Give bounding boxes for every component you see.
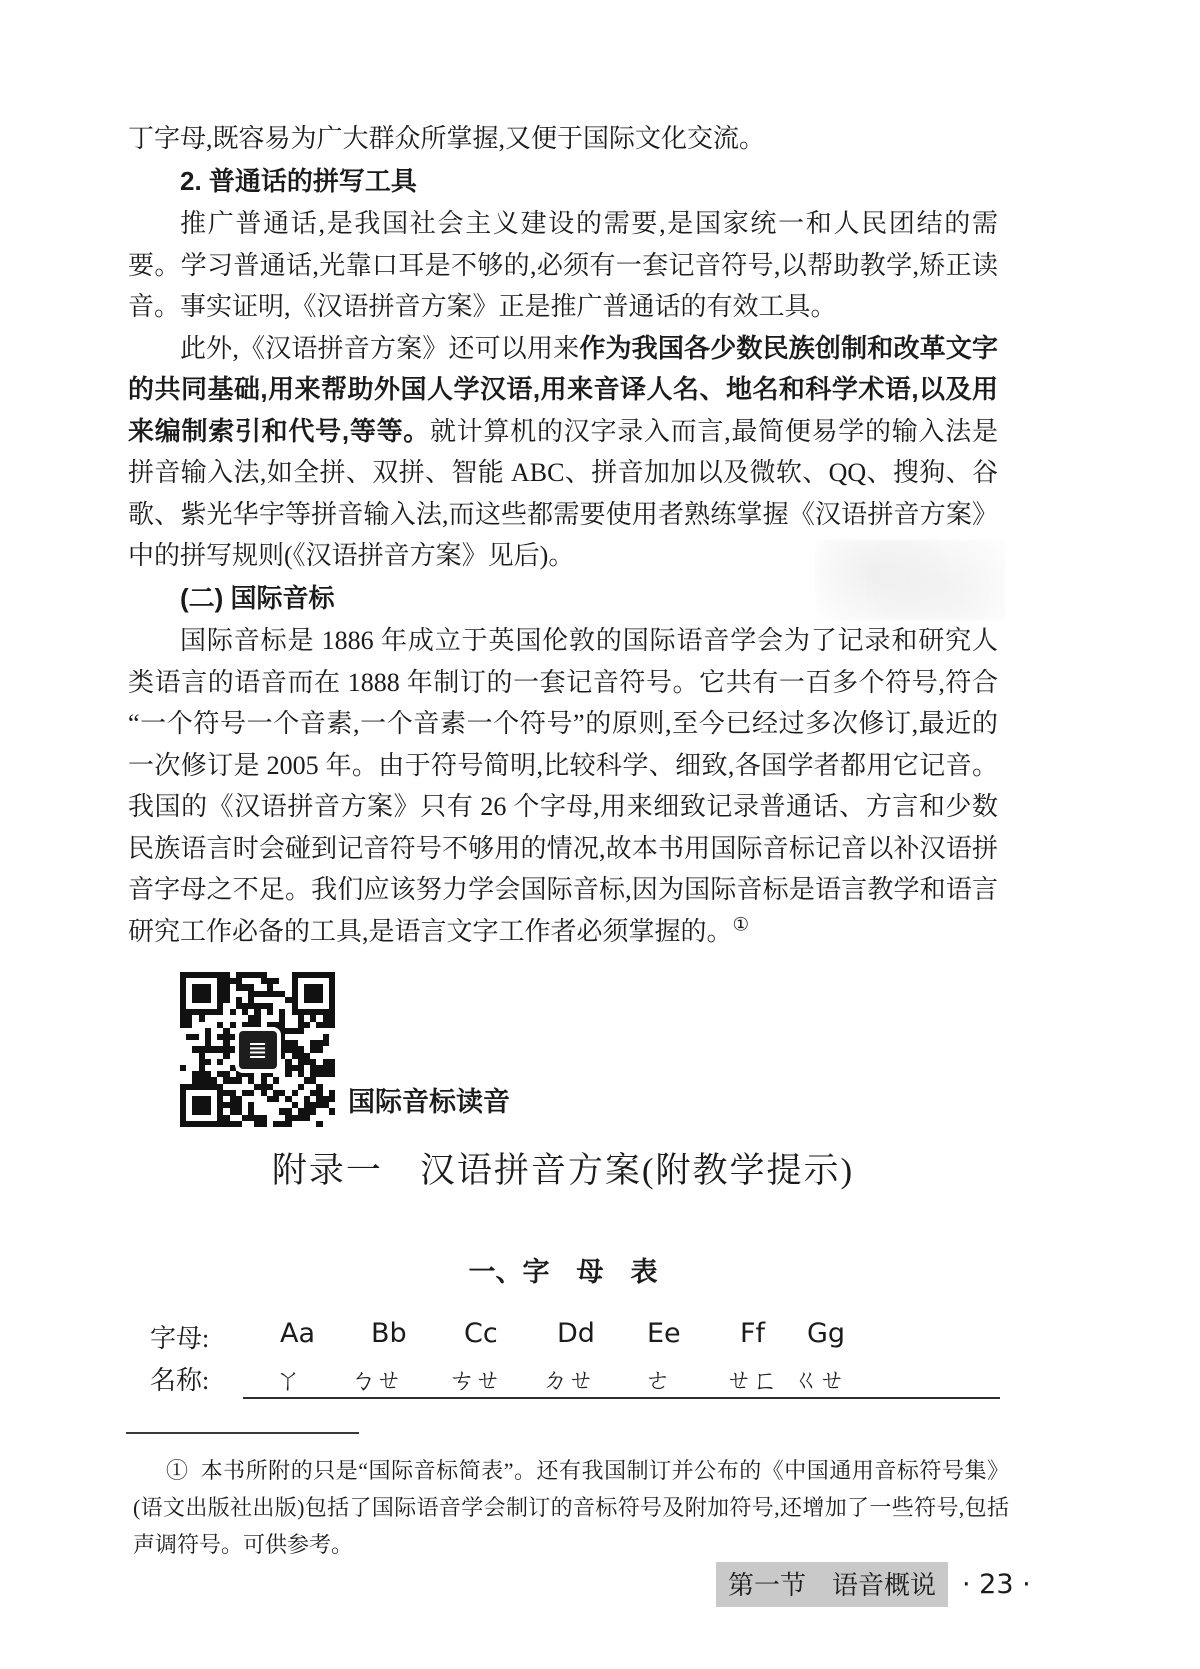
letter-Cc: Cc xyxy=(464,1318,498,1349)
footnote xyxy=(133,1452,1009,1563)
heading-ipa: (二) 国际音标 xyxy=(180,582,335,613)
letter-Aa: Aa xyxy=(280,1318,316,1349)
name-D: ㄉㄝ xyxy=(542,1366,595,1395)
name-F: ㄝㄈ xyxy=(726,1366,779,1395)
body-text xyxy=(128,118,998,952)
letter-table-title: 一、字 母 表 xyxy=(468,1257,658,1287)
qr-code xyxy=(180,972,335,1127)
letter-Bb: Bb xyxy=(371,1318,407,1349)
name-C: ㄘㄝ xyxy=(449,1366,502,1395)
paragraph-ipa-text: 国际音标是 1886 年成立于英国伦敦的国际语音学会为了记录和研究人类语言的语音而在 1888 年制订的一套记音符号。它共有一百多个符号,符合“一个符号一个音素,一个音素一个符号”的原则,至今已经过多次修订,最近的一次修订是 2005 年。由于符号简明,比较科学、细致,各国学者都用它记音。我国的《汉语拼音方案》只有 26 个字母,用来细致记录普通话、方言和少数民族语言时会碰到记音符号不够用的情况,故本书用国际音标记音以补汉语拼音字母之不足。我们应该努力学会国际音标,因为国际音标是语言教学和语言研究工作必备的工具,是语言文字工作者必须掌握的。 xyxy=(128,626,998,946)
page-number: · 23 · xyxy=(962,1569,1031,1600)
paragraph-ipa xyxy=(128,620,998,952)
paragraph-other-uses-bold: 作为我国各少数民族创制和改革文字的共同基础,用来帮助外国人学汉语,用来音译人名、地名和科学术语,以及用来编制索引和代号,等等。 xyxy=(128,332,998,446)
letter-row xyxy=(0,1318,1200,1358)
footnote-body: 本书所附的只是“国际音标简表”。还有我国制订并公布的《中国通用音标符号集》(语文出版社出版)包括了国际语音学会制订的音标符号及附加符号,还增加了一些符号,包括声调符号。可供参考。 xyxy=(133,1458,1009,1557)
paragraph-other-uses-tail: 就计算机的汉字录入而言,最简便易学的输入法是拼音输入法,如全拼、双拼、智能 ABC、拼音加加以及微软、QQ、搜狗、谷歌、紫光华宇等拼音输入法,而这些都需要使用者熟练掌握《汉语拼音方案》中的拼写规则(《汉语拼音方案》见后)。 xyxy=(128,416,998,570)
footnote-marker: ① xyxy=(166,1458,189,1483)
footnote-separator xyxy=(126,1432,359,1434)
letter-Ff: Ff xyxy=(740,1318,766,1349)
name-row-label: 名称: xyxy=(150,1366,210,1395)
letter-Dd: Dd xyxy=(557,1318,595,1349)
paragraph-continuation: 丁字母,既容易为广大群众所掌握,又便于国际文化交流。 xyxy=(128,124,766,153)
letter-row-label: 字母: xyxy=(150,1324,210,1353)
appendix-title: 附录一 汉语拼音方案(附教学提示) xyxy=(271,1151,855,1190)
name-A: ㄚ xyxy=(275,1366,302,1395)
qr-caption: 国际音标读音 xyxy=(348,1087,510,1117)
scan-artifact xyxy=(815,540,1005,620)
page-footer xyxy=(716,1562,1031,1607)
table-bottom-rule xyxy=(243,1397,1000,1399)
footnote-reference: ① xyxy=(732,913,750,935)
letter-Ee: Ee xyxy=(647,1318,681,1349)
section-label: 第一节 语音概说 xyxy=(716,1562,948,1607)
footnote-text xyxy=(133,1452,1009,1563)
name-B: ㄅㄝ xyxy=(350,1366,403,1395)
heading-pinyin-tool: 2. 普通话的拼写工具 xyxy=(180,165,417,196)
paragraph-other-uses-lead: 此外,《汉语拼音方案》还可以用来 xyxy=(180,333,580,363)
letter-Gg: Gg xyxy=(807,1318,846,1349)
qr-logo-icon: ≣ xyxy=(239,1031,277,1069)
name-E: ㄜ xyxy=(645,1366,672,1395)
name-row xyxy=(0,1360,1200,1400)
name-G: ㄍㄝ xyxy=(793,1366,846,1395)
paragraph-putonghua: 推广普通话,是我国社会主义建设的需要,是国家统一和人民团结的需要。学习普通话,光靠口耳是不够的,必须有一套记音符号,以帮助教学,矫正读音。事实证明,《汉语拼音方案》正是推广普通话的有效工具。 xyxy=(128,209,998,321)
